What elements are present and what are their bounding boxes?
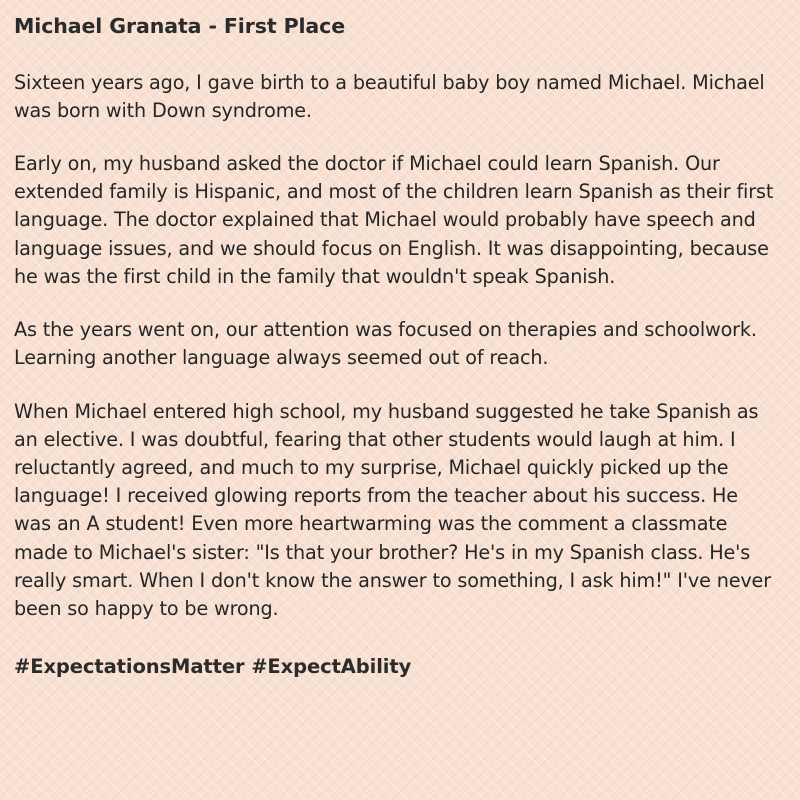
story-paragraph-3: As the years went on, our attention was focused on therapies and schoolwork. Learning another language always seemed out of reach. bbox=[14, 318, 757, 370]
story-paragraph-4: When Michael entered high school, my husband suggested he take Spanish as an elective. I was doubtful, fearing that other students would laugh at him. I reluctantly agreed, and much to my surprise, Michael quickly picked up the language! I received glowing reports from the teacher about his success. He was an A student! Even more heartwarming was the comment a classmate made to Michael's sister: "Is that your brother? He's in my Spanish class. He's really smart. When I don't know the answer to something, I ask him!" I've never been so happy to be wrong. bbox=[14, 399, 771, 621]
story-content bbox=[14, 14, 776, 678]
story-paragraph-1: Sixteen years ago, I gave birth to a beautiful baby boy named Michael. Michael was born with Down syndrome. bbox=[14, 70, 765, 122]
page-title: Michael Granata - First Place bbox=[14, 14, 346, 38]
story-paragraph-2: Early on, my husband asked the doctor if Michael could learn Spanish. Our extended family is Hispanic, and most of the children learn Spanish as their first language. The doctor explained that Michael would probably have speech and language issues, and we should focus on English. It was disappointing, because he was the first child in the family that wouldn't speak Spanish. bbox=[14, 152, 774, 288]
hashtag-line: #ExpectationsMatter #ExpectAbility bbox=[14, 655, 412, 679]
